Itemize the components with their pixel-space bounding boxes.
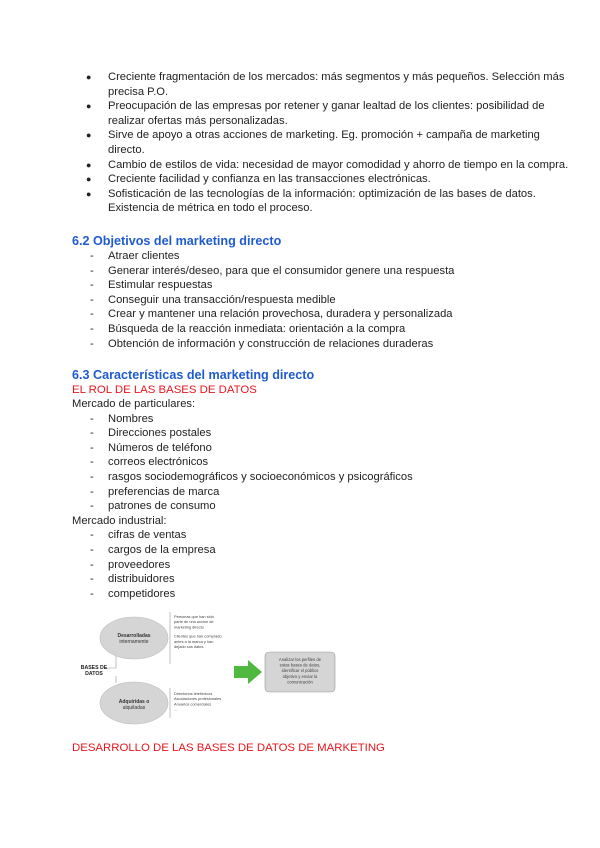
- bottom-notes: [174, 691, 221, 712]
- industrial-item-text: cifras de ventas: [108, 529, 187, 542]
- particulares-item: [72, 441, 552, 456]
- industrial-item-text: competidores: [108, 587, 176, 600]
- intro-bullet-item: [72, 187, 572, 216]
- bullet-dash: -: [90, 308, 94, 321]
- particulares-item: [72, 485, 552, 500]
- bullet-dash: -: [90, 293, 94, 306]
- bullet-dash: -: [90, 279, 94, 292]
- objective-item-text: Crear y mantener una relación provechosa, duradera y personalizada: [108, 308, 453, 321]
- result-line: Analizar los perfiles de: [278, 657, 322, 662]
- bullet-dash: -: [90, 543, 94, 556]
- bullet-dash: -: [90, 441, 94, 454]
- objective-item-text: Generar interés/deseo, para que el consumidor genere una respuesta: [108, 264, 455, 277]
- top-circle-label-1: Desarrolladas: [117, 633, 151, 639]
- arrow-right-icon: [234, 660, 262, 684]
- industrial-item: [72, 528, 552, 543]
- objective-item-text: Conseguir una transacción/respuesta medible: [108, 293, 336, 306]
- bullet-dot: ●: [86, 101, 92, 112]
- objective-item: [72, 278, 552, 293]
- center-label-1: BASES DE: [80, 665, 108, 671]
- particulares-item-text: preferencias de marca: [108, 485, 220, 498]
- top-notes: [174, 614, 222, 649]
- bullet-dot: ●: [86, 130, 92, 141]
- bullet-dot: ●: [86, 174, 92, 185]
- result-line: identificar el público: [281, 668, 319, 674]
- bullet-dash: -: [90, 456, 94, 469]
- bullet-dot: ●: [86, 72, 92, 82]
- top-note-line: antes a la marca y han: [174, 638, 214, 644]
- bullet-dash: -: [90, 427, 94, 440]
- particulares-item-text: Números de teléfono: [108, 441, 212, 454]
- top-circle-label-2: internamente: [119, 639, 149, 645]
- objective-item-text: Búsqueda de la reacción inmediata: orientación a la compra: [108, 322, 406, 335]
- intro-bullet-item: [72, 70, 572, 99]
- top-note-line: dejado sus datos: [174, 644, 204, 649]
- center-label-2: DATOS: [85, 671, 103, 677]
- intro-bullet-item-text: Cambio de estilos de vida: necesidad de mayor comodidad y ahorro de tiempo en la compra.: [108, 158, 569, 171]
- objective-item: [72, 264, 552, 279]
- industrial-item: [72, 587, 552, 602]
- intro-bullet-item: [72, 172, 572, 187]
- particulares-list: [72, 412, 552, 514]
- bottom-note-line: Anuarios comerciales: [174, 701, 212, 707]
- intro-bullet-list: [72, 70, 572, 216]
- objective-item-text: Obtención de información y construcción de relaciones duraderas: [108, 337, 434, 350]
- bullet-dash: -: [90, 412, 94, 425]
- bullet-dot: ●: [86, 188, 92, 199]
- particulares-item: [72, 412, 552, 427]
- objective-item-text: Estimular respuestas: [108, 279, 213, 292]
- industrial-item: [72, 543, 552, 558]
- bottom-circle-label-1: Adquiridas o: [118, 699, 150, 705]
- bottom-note-line: ...: [174, 706, 178, 712]
- bullet-dash: -: [90, 485, 94, 498]
- top-note-line: parte de una acción de: [174, 619, 214, 625]
- particulares-item: [72, 470, 552, 485]
- bullet-dash: -: [90, 573, 94, 586]
- bottom-circle-label-2: alquiladas: [122, 705, 146, 711]
- industrial-item-text: cargos de la empresa: [108, 543, 216, 556]
- section-6-3-heading: 6.3 Características del marketing directo: [72, 368, 315, 382]
- result-line: comunicación: [287, 679, 313, 685]
- objective-item: [72, 322, 552, 337]
- particulares-item-text: correos electrónicos: [108, 456, 209, 469]
- intro-bullet-item-text: Creciente fragmentación de los mercados: más segmentos y más pequeños. Selección más precisa P.O.: [108, 71, 565, 98]
- objective-item: [72, 249, 552, 264]
- particulares-item: [72, 426, 552, 441]
- particulares-item-text: Nombres: [108, 412, 154, 425]
- bullet-dash: -: [90, 470, 94, 483]
- objectives-list: [72, 249, 552, 351]
- bullet-dash: -: [90, 529, 94, 542]
- bottom-note-line: Directorios telefónicos: [174, 691, 213, 696]
- objective-item: [72, 337, 552, 352]
- industrial-list: [72, 528, 552, 601]
- result-line: objetivo y enviar la: [282, 673, 318, 679]
- top-note-line: marketing directo: [174, 624, 204, 630]
- section-6-3: [72, 367, 552, 601]
- industrial-item-text: distribuidores: [108, 573, 175, 586]
- industrial-item: [72, 558, 552, 573]
- particulares-item: [72, 455, 552, 470]
- bullet-dash: -: [90, 558, 94, 571]
- particulares-label: Mercado de particulares:: [72, 398, 196, 410]
- industrial-label: Mercado industrial:: [72, 514, 167, 527]
- objective-item-text: Atraer clientes: [108, 250, 180, 262]
- section-6-2: [72, 233, 552, 351]
- bullet-dash: -: [90, 250, 94, 262]
- intro-bullet-item-text: Sofisticación de las tecnologías de la información: optimización de las bases de datos. Existencia de métrica en todo el proceso.: [108, 187, 536, 215]
- top-note-line: Clientes que han comprado: [174, 633, 222, 639]
- particulares-item-text: patrones de consumo: [108, 500, 216, 513]
- databases-diagram: [76, 608, 346, 730]
- industrial-item-text: proveedores: [108, 558, 171, 571]
- intro-bullet-item-text: Preocupación de las empresas por retener y ganar lealtad de los clientes: posibilidad de realizar ofertas más personalizadas.: [108, 100, 545, 127]
- result-line: estas bases de datos,: [279, 662, 321, 668]
- industrial-item: [72, 572, 552, 587]
- bullet-dash: -: [90, 322, 94, 335]
- bullet-dash: -: [90, 587, 94, 600]
- bullet-dash: -: [90, 337, 94, 350]
- intro-bullet-item: [72, 99, 572, 128]
- intro-bullet-item-text: Creciente facilidad y confianza en las transacciones electrónicas.: [108, 173, 431, 186]
- section-6-2-heading: 6.2 Objetivos del marketing directo: [72, 234, 282, 248]
- footer-heading: DESARROLLO DE LAS BASES DE DATOS DE MARKETING: [72, 742, 385, 754]
- particulares-item-text: rasgos sociodemográficos y socioeconómicos y psicográficos: [108, 470, 413, 483]
- intro-bullet-item-text: Sirve de apoyo a otras acciones de marketing. Eg. promoción + campaña de marketing directo.: [108, 129, 540, 156]
- particulares-item-text: Direcciones postales: [108, 427, 212, 440]
- top-note-line: Personas que han sido: [174, 614, 214, 619]
- intro-bullet-item: [72, 158, 572, 173]
- objective-item: [72, 293, 552, 308]
- particulares-item: [72, 499, 552, 514]
- bottom-note-line: Asociaciones profesionales: [174, 696, 222, 702]
- databases-role-subheading: EL ROL DE LAS BASES DE DATOS: [72, 384, 257, 396]
- objective-item: [72, 307, 552, 322]
- intro-bullet-item: [72, 128, 572, 157]
- bullet-dot: ●: [86, 159, 92, 170]
- bullet-dash: -: [90, 264, 94, 277]
- bullet-dash: -: [90, 500, 94, 513]
